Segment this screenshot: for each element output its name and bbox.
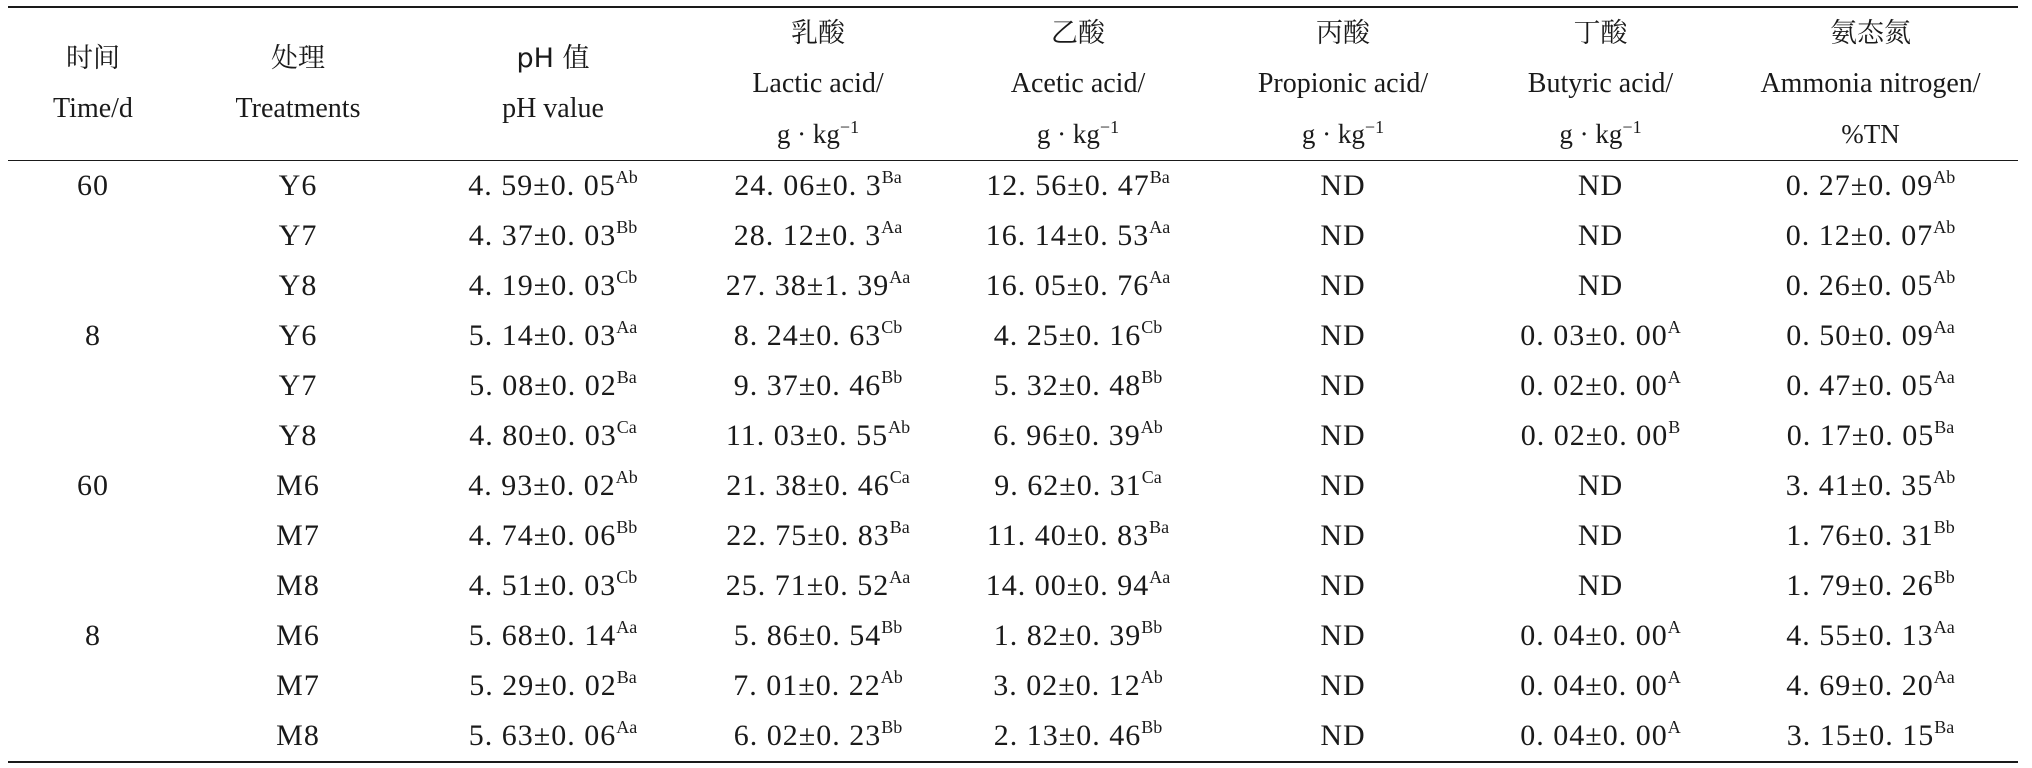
cell-time-value: 8 — [85, 319, 101, 352]
cell-butyric-acid — [1478, 461, 1723, 511]
table-row — [8, 161, 2018, 212]
cell-treatment-value: M7 — [276, 519, 320, 552]
cell-ammonia-nitrogen-value: 3. 41±0. 35 — [1785, 469, 1934, 502]
cell-propionic-acid — [1208, 411, 1478, 461]
cell-treatment — [178, 261, 418, 311]
cell-time-value: 60 — [77, 469, 109, 502]
cell-ph-value: 5. 29±0. 02 — [469, 669, 617, 702]
cell-treatment-value: M6 — [276, 469, 320, 502]
cell-acetic-acid — [948, 361, 1208, 411]
cell-ammonia-nitrogen — [1723, 361, 2018, 411]
table-row — [8, 261, 2018, 311]
cell-treatment-value: Y7 — [278, 369, 318, 402]
cell-acetic-acid-value: 2. 13±0. 46 — [993, 719, 1142, 752]
cell-lactic-acid — [688, 211, 948, 261]
cell-acetic-acid — [948, 511, 1208, 561]
cell-lactic-acid-significance: Bb — [881, 617, 903, 637]
cell-butyric-acid — [1478, 361, 1723, 411]
cell-treatment-value: Y8 — [278, 419, 318, 452]
cell-acetic-acid-significance: Ba — [1149, 517, 1170, 537]
cell-treatment — [178, 711, 418, 762]
cell-propionic-acid — [1208, 511, 1478, 561]
cell-acetic-acid — [948, 211, 1208, 261]
cell-ammonia-nitrogen-value: 4. 69±0. 20 — [1786, 669, 1934, 702]
cell-lactic-acid — [688, 311, 948, 361]
cell-lactic-acid — [688, 611, 948, 661]
cell-ammonia-nitrogen-significance: Ba — [1934, 417, 1955, 437]
cell-butyric-acid-value: 0. 04±0. 00 — [1520, 719, 1668, 752]
cell-ammonia-nitrogen — [1723, 561, 2018, 611]
cell-ph-significance: Aa — [616, 617, 638, 637]
table-row — [8, 311, 2018, 361]
cell-ammonia-nitrogen-value: 4. 55±0. 13 — [1786, 619, 1934, 652]
cell-ammonia-nitrogen — [1723, 411, 2018, 461]
cell-ph — [418, 511, 688, 561]
cell-ammonia-nitrogen-value: 0. 27±0. 09 — [1785, 169, 1934, 202]
cell-lactic-acid-value: 21. 38±0. 46 — [726, 469, 890, 502]
table-row — [8, 361, 2018, 411]
cell-ph-significance: Bb — [616, 517, 638, 537]
cell-treatment — [178, 661, 418, 711]
cell-treatment — [178, 361, 418, 411]
header-butyric-en: Butyric acid/ — [1527, 68, 1674, 99]
cell-butyric-acid-significance: A — [1667, 367, 1681, 387]
cell-ammonia-nitrogen-value: 0. 17±0. 05 — [1786, 419, 1935, 452]
cell-ph-significance: Ca — [616, 417, 637, 437]
cell-acetic-acid-significance: Cb — [1141, 317, 1163, 337]
header-propionic — [1208, 7, 1478, 161]
cell-lactic-acid-value: 28. 12±0. 3 — [733, 219, 882, 252]
cell-propionic-acid-value: ND — [1320, 419, 1366, 452]
cell-lactic-acid-value: 6. 02±0. 23 — [733, 719, 882, 752]
cell-butyric-acid — [1478, 711, 1723, 762]
header-butyric-unit: $g \cdot kg^{-1}$ — [1559, 117, 1642, 149]
cell-propionic-acid-value: ND — [1320, 369, 1366, 402]
cell-lactic-acid-significance: Ba — [889, 517, 910, 537]
cell-acetic-acid-significance: Bb — [1141, 617, 1163, 637]
header-ph — [418, 7, 688, 161]
table-row — [8, 211, 2018, 261]
cell-propionic-acid — [1208, 561, 1478, 611]
cell-acetic-acid-significance: Ca — [1141, 467, 1162, 487]
cell-propionic-acid — [1208, 661, 1478, 711]
header-lactic-en: Lactic acid/ — [752, 68, 884, 99]
cell-acetic-acid-value: 5. 32±0. 48 — [993, 369, 1142, 402]
table-body — [8, 161, 2018, 763]
cell-acetic-acid-significance: Ba — [1149, 167, 1170, 187]
cell-propionic-acid — [1208, 161, 1478, 212]
cell-ph-value: 4. 80±0. 03 — [469, 419, 617, 452]
cell-ammonia-nitrogen-significance: Aa — [1933, 367, 1955, 387]
cell-ammonia-nitrogen-significance: Ab — [1933, 167, 1956, 187]
cell-ammonia-nitrogen-significance: Ab — [1933, 467, 1956, 487]
cell-ph-value: 4. 74±0. 06 — [468, 519, 617, 552]
cell-lactic-acid-significance: Cb — [881, 317, 903, 337]
table-row — [8, 711, 2018, 762]
cell-ph — [418, 561, 688, 611]
header-ammonia-unit: %TN — [1841, 119, 1900, 149]
cell-ammonia-nitrogen — [1723, 611, 2018, 661]
cell-acetic-acid-significance: Ab — [1140, 667, 1163, 687]
cell-lactic-acid-significance: Ab — [880, 667, 903, 687]
cell-lactic-acid-value: 27. 38±1. 39 — [725, 269, 890, 302]
cell-lactic-acid-value: 7. 01±0. 22 — [733, 669, 881, 702]
cell-propionic-acid-value: ND — [1320, 519, 1366, 552]
cell-acetic-acid — [948, 561, 1208, 611]
cell-time — [8, 161, 178, 212]
cell-butyric-acid-value: ND — [1577, 169, 1624, 202]
cell-treatment-value: Y6 — [278, 169, 318, 202]
cell-acetic-acid-significance: Aa — [1149, 267, 1171, 287]
cell-butyric-acid — [1478, 611, 1723, 661]
header-ammonia — [1723, 7, 2018, 161]
header-time-en: Time/d — [53, 93, 133, 124]
cell-ammonia-nitrogen-value: 0. 50±0. 09 — [1786, 319, 1934, 352]
cell-ammonia-nitrogen-value: 1. 76±0. 31 — [1786, 519, 1934, 552]
cell-ammonia-nitrogen — [1723, 311, 2018, 361]
cell-propionic-acid — [1208, 711, 1478, 762]
cell-ammonia-nitrogen — [1723, 161, 2018, 212]
cell-time — [8, 411, 178, 461]
cell-treatment-value: M6 — [276, 619, 320, 652]
cell-lactic-acid-significance: Aa — [889, 267, 911, 287]
cell-lactic-acid-significance: Ba — [881, 167, 902, 187]
cell-treatment — [178, 511, 418, 561]
cell-lactic-acid-value: 22. 75±0. 83 — [726, 519, 890, 552]
cell-lactic-acid-significance: Bb — [881, 367, 903, 387]
cell-acetic-acid — [948, 661, 1208, 711]
cell-ph-significance: Ab — [615, 467, 638, 487]
cell-lactic-acid-significance: Ca — [889, 467, 910, 487]
cell-treatment — [178, 411, 418, 461]
silage-fermentation-table — [8, 6, 2018, 763]
cell-propionic-acid — [1208, 461, 1478, 511]
cell-ammonia-nitrogen — [1723, 711, 2018, 762]
cell-butyric-acid-value: ND — [1577, 519, 1624, 552]
cell-acetic-acid-value: 3. 02±0. 12 — [993, 669, 1141, 702]
cell-lactic-acid-value: 8. 24±0. 63 — [733, 319, 882, 352]
cell-lactic-acid — [688, 561, 948, 611]
header-butyric-cn: 丁酸 — [1573, 18, 1628, 49]
cell-ammonia-nitrogen-significance: Aa — [1933, 667, 1955, 687]
cell-acetic-acid — [948, 261, 1208, 311]
cell-lactic-acid-significance: Aa — [881, 217, 903, 237]
cell-time — [8, 461, 178, 511]
cell-acetic-acid — [948, 161, 1208, 212]
header-propionic-cn: 丙酸 — [1316, 18, 1370, 49]
header-ph-cn: pH 值 — [516, 43, 590, 74]
cell-lactic-acid — [688, 511, 948, 561]
cell-lactic-acid — [688, 361, 948, 411]
cell-butyric-acid — [1478, 311, 1723, 361]
cell-ph — [418, 211, 688, 261]
cell-treatment-value: Y6 — [278, 319, 318, 352]
cell-ammonia-nitrogen — [1723, 211, 2018, 261]
cell-lactic-acid-value: 5. 86±0. 54 — [733, 619, 882, 652]
cell-time — [8, 261, 178, 311]
cell-acetic-acid — [948, 611, 1208, 661]
cell-ph — [418, 611, 688, 661]
header-ammonia-cn: 氨态氮 — [1830, 18, 1911, 49]
cell-ammonia-nitrogen-significance: Aa — [1933, 617, 1955, 637]
cell-butyric-acid-value: 0. 04±0. 00 — [1520, 619, 1668, 652]
cell-time — [8, 211, 178, 261]
header-row — [8, 7, 2018, 161]
cell-treatment-value: M8 — [276, 569, 320, 602]
cell-treatment-value: M7 — [276, 669, 320, 702]
cell-butyric-acid-significance: A — [1667, 667, 1681, 687]
cell-treatment-value: Y7 — [278, 219, 318, 252]
header-lactic — [688, 7, 948, 161]
cell-acetic-acid-value: 16. 05±0. 76 — [985, 269, 1150, 302]
cell-ph — [418, 311, 688, 361]
cell-butyric-acid-value: ND — [1577, 569, 1624, 602]
cell-lactic-acid — [688, 661, 948, 711]
cell-ammonia-nitrogen-value: 1. 79±0. 26 — [1786, 569, 1934, 602]
cell-acetic-acid-value: 1. 82±0. 39 — [993, 619, 1142, 652]
cell-acetic-acid-significance: Aa — [1149, 567, 1171, 587]
cell-ph-value: 4. 37±0. 03 — [468, 219, 617, 252]
cell-time — [8, 711, 178, 762]
cell-ph-significance: Aa — [616, 717, 638, 737]
cell-time — [8, 511, 178, 561]
cell-ammonia-nitrogen — [1723, 461, 2018, 511]
cell-acetic-acid-value: 9. 62±0. 31 — [994, 469, 1142, 502]
cell-acetic-acid-value: 16. 14±0. 53 — [985, 219, 1150, 252]
header-propionic-en: Propionic acid/ — [1257, 68, 1429, 99]
cell-acetic-acid — [948, 711, 1208, 762]
cell-ph-significance: Cb — [616, 267, 638, 287]
cell-ph-value: 5. 63±0. 06 — [468, 719, 617, 752]
cell-acetic-acid-significance: Ab — [1140, 417, 1163, 437]
cell-ph — [418, 261, 688, 311]
table-row — [8, 411, 2018, 461]
header-butyric — [1478, 7, 1723, 161]
header-lactic-cn: 乳酸 — [791, 18, 845, 49]
cell-ph — [418, 461, 688, 511]
cell-lactic-acid-value: 11. 03±0. 55 — [725, 419, 889, 452]
cell-ph-value: 5. 14±0. 03 — [468, 319, 617, 352]
cell-butyric-acid-value: 0. 02±0. 00 — [1520, 419, 1669, 452]
cell-acetic-acid — [948, 311, 1208, 361]
cell-lactic-acid — [688, 411, 948, 461]
cell-lactic-acid-significance: Bb — [881, 717, 903, 737]
cell-time — [8, 661, 178, 711]
header-treatment-cn: 处理 — [271, 43, 325, 74]
cell-ammonia-nitrogen-value: 0. 12±0. 07 — [1785, 219, 1934, 252]
cell-propionic-acid — [1208, 261, 1478, 311]
table-row — [8, 661, 2018, 711]
cell-acetic-acid — [948, 461, 1208, 511]
cell-time-value: 60 — [77, 169, 109, 202]
cell-propionic-acid — [1208, 311, 1478, 361]
cell-butyric-acid — [1478, 561, 1723, 611]
cell-propionic-acid — [1208, 611, 1478, 661]
cell-acetic-acid-value: 14. 00±0. 94 — [985, 569, 1150, 602]
cell-ph-significance: Ba — [616, 367, 637, 387]
cell-treatment — [178, 311, 418, 361]
cell-ph-value: 4. 93±0. 02 — [468, 469, 616, 502]
table-row — [8, 511, 2018, 561]
cell-treatment — [178, 611, 418, 661]
cell-butyric-acid-significance: A — [1667, 717, 1681, 737]
cell-butyric-acid — [1478, 661, 1723, 711]
cell-lactic-acid — [688, 261, 948, 311]
cell-acetic-acid-value: 4. 25±0. 16 — [993, 319, 1142, 352]
cell-treatment — [178, 461, 418, 511]
cell-ammonia-nitrogen-value: 3. 15±0. 15 — [1786, 719, 1935, 752]
cell-butyric-acid-value: 0. 03±0. 00 — [1520, 319, 1668, 352]
cell-butyric-acid — [1478, 511, 1723, 561]
cell-ph-value: 4. 19±0. 03 — [468, 269, 617, 302]
cell-acetic-acid-value: 6. 96±0. 39 — [993, 419, 1141, 452]
cell-ph-significance: Aa — [616, 317, 638, 337]
cell-ammonia-nitrogen — [1723, 511, 2018, 561]
cell-ammonia-nitrogen-significance: Ab — [1933, 267, 1956, 287]
cell-acetic-acid-significance: Bb — [1141, 367, 1163, 387]
cell-acetic-acid-value: 12. 56±0. 47 — [986, 169, 1150, 202]
cell-ph — [418, 411, 688, 461]
cell-ph-value: 4. 59±0. 05 — [468, 169, 616, 202]
cell-butyric-acid-value: ND — [1577, 469, 1624, 502]
cell-butyric-acid-value: ND — [1577, 269, 1624, 302]
header-propionic-unit: $g \cdot kg^{-1}$ — [1301, 117, 1385, 149]
cell-butyric-acid — [1478, 411, 1723, 461]
header-treatment — [178, 7, 418, 161]
cell-lactic-acid-significance: Ab — [888, 417, 911, 437]
table-header — [8, 7, 2018, 161]
cell-ph — [418, 361, 688, 411]
cell-ammonia-nitrogen-significance: Bb — [1933, 567, 1955, 587]
header-time — [8, 7, 178, 161]
cell-ph — [418, 661, 688, 711]
cell-ph-value: 5. 68±0. 14 — [468, 619, 617, 652]
cell-ph — [418, 161, 688, 212]
cell-butyric-acid-value: 0. 04±0. 00 — [1520, 669, 1668, 702]
cell-butyric-acid — [1478, 211, 1723, 261]
cell-propionic-acid-value: ND — [1320, 319, 1366, 352]
cell-lactic-acid-value: 24. 06±0. 3 — [734, 169, 882, 202]
cell-ph-value: 5. 08±0. 02 — [469, 369, 617, 402]
cell-ph-significance: Cb — [616, 567, 638, 587]
data-table-container — [8, 6, 2018, 763]
cell-ammonia-nitrogen — [1723, 261, 2018, 311]
header-lactic-unit: $g \cdot kg^{-1}$ — [776, 117, 860, 149]
header-acetic-en: Acetic acid/ — [1010, 68, 1146, 99]
cell-ammonia-nitrogen-significance: Aa — [1933, 317, 1955, 337]
header-acetic-unit: $g \cdot kg^{-1}$ — [1036, 117, 1120, 149]
header-acetic-cn: 乙酸 — [1051, 18, 1105, 49]
cell-acetic-acid-significance: Aa — [1149, 217, 1171, 237]
cell-ph-significance: Bb — [616, 217, 638, 237]
header-ph-en: pH value — [502, 93, 604, 124]
header-ammonia-en: Ammonia nitrogen/ — [1760, 68, 1981, 99]
cell-butyric-acid — [1478, 261, 1723, 311]
cell-treatment — [178, 561, 418, 611]
cell-propionic-acid-value: ND — [1320, 719, 1366, 752]
cell-ammonia-nitrogen-value: 0. 26±0. 05 — [1785, 269, 1934, 302]
cell-ammonia-nitrogen — [1723, 661, 2018, 711]
cell-propionic-acid-value: ND — [1320, 469, 1366, 502]
cell-propionic-acid-value: ND — [1320, 669, 1366, 702]
cell-lactic-acid — [688, 461, 948, 511]
cell-propionic-acid — [1208, 211, 1478, 261]
cell-time-value: 8 — [85, 619, 101, 652]
cell-propionic-acid-value: ND — [1320, 269, 1366, 302]
cell-ph — [418, 711, 688, 762]
cell-time — [8, 361, 178, 411]
cell-lactic-acid-value: 9. 37±0. 46 — [733, 369, 882, 402]
cell-propionic-acid-value: ND — [1320, 169, 1366, 202]
cell-propionic-acid-value: ND — [1320, 569, 1366, 602]
cell-butyric-acid-significance: A — [1667, 617, 1681, 637]
header-time-cn: 时间 — [66, 43, 120, 74]
cell-lactic-acid — [688, 161, 948, 212]
cell-lactic-acid — [688, 711, 948, 762]
cell-acetic-acid-value: 11. 40±0. 83 — [986, 519, 1150, 552]
cell-acetic-acid — [948, 411, 1208, 461]
cell-ammonia-nitrogen-significance: Bb — [1933, 517, 1955, 537]
cell-propionic-acid — [1208, 361, 1478, 411]
table-row — [8, 611, 2018, 661]
cell-butyric-acid — [1478, 161, 1723, 212]
cell-propionic-acid-value: ND — [1320, 619, 1366, 652]
cell-lactic-acid-significance: Aa — [889, 567, 911, 587]
cell-butyric-acid-significance: A — [1667, 317, 1681, 337]
cell-ph-value: 4. 51±0. 03 — [468, 569, 617, 602]
cell-ammonia-nitrogen-significance: Ba — [1934, 717, 1955, 737]
cell-propionic-acid-value: ND — [1320, 219, 1366, 252]
cell-treatment-value: Y8 — [278, 269, 318, 302]
cell-lactic-acid-value: 25. 71±0. 52 — [725, 569, 890, 602]
cell-ammonia-nitrogen-significance: Ab — [1933, 217, 1956, 237]
cell-time — [8, 611, 178, 661]
cell-treatment-value: M8 — [276, 719, 320, 752]
cell-acetic-acid-significance: Bb — [1141, 717, 1163, 737]
cell-ph-significance: Ba — [616, 667, 637, 687]
header-treatment-en: Treatments — [235, 93, 361, 124]
table-row — [8, 561, 2018, 611]
cell-time — [8, 311, 178, 361]
cell-butyric-acid-value: 0. 02±0. 00 — [1520, 369, 1668, 402]
cell-ammonia-nitrogen-value: 0. 47±0. 05 — [1786, 369, 1934, 402]
header-acetic — [948, 7, 1208, 161]
cell-butyric-acid-significance: B — [1668, 417, 1681, 437]
cell-ph-significance: Ab — [615, 167, 638, 187]
table-row — [8, 461, 2018, 511]
cell-butyric-acid-value: ND — [1577, 219, 1624, 252]
cell-treatment — [178, 161, 418, 212]
cell-treatment — [178, 211, 418, 261]
cell-time — [8, 561, 178, 611]
